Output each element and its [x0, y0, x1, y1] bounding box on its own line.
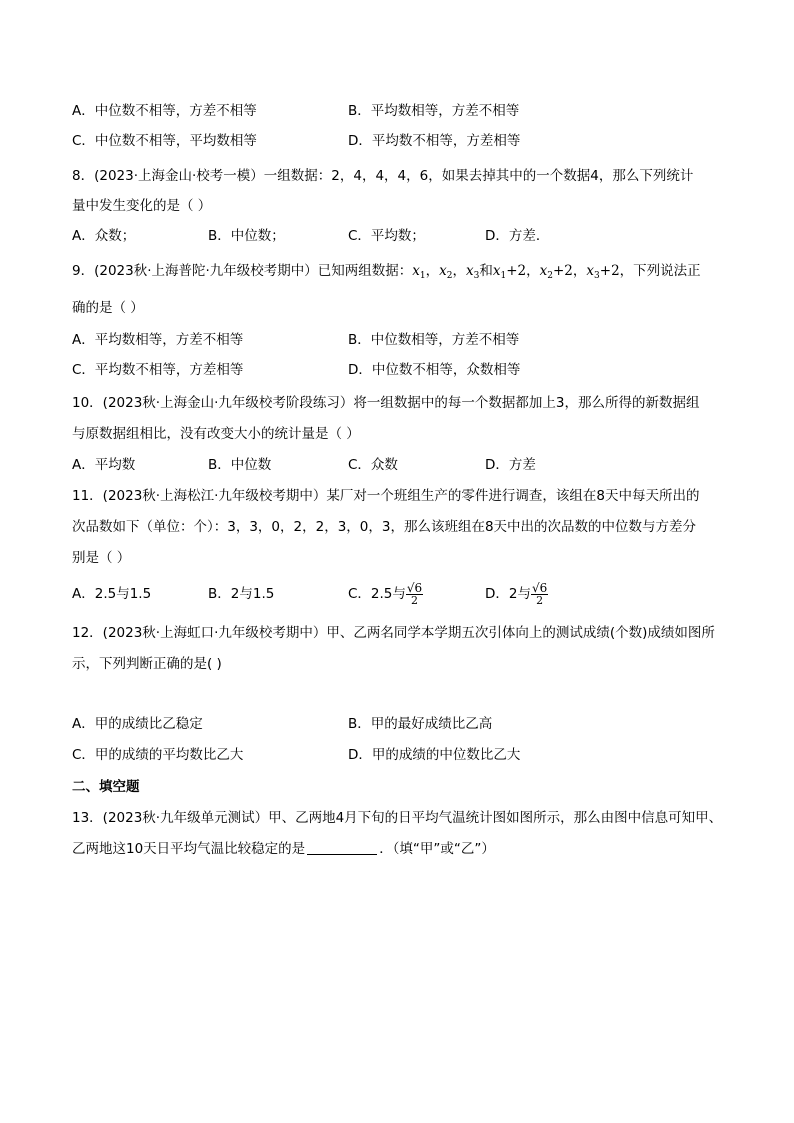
q11-option-d-fraction: $\frac{√6}{2}$ — [531, 580, 548, 607]
q9-option-b: B．中位数相等，方差不相等 — [348, 332, 520, 348]
q13-stem-line1: 13．(2023秋·九年级单元测试）甲、乙两地4月下旬的日平均气温统计图如图所示，那么由图中信息可知甲、 — [72, 810, 723, 826]
q9-option-c: C．平均数不相等，方差相等 — [72, 362, 244, 378]
q11-option-d: D．2与 $\frac{√6}{2}$ — [485, 580, 548, 607]
q13-answer-blank[interactable] — [307, 840, 377, 855]
q9-x2: $x_2$ — [439, 263, 453, 281]
q12-option-b: B．甲的最好成绩比乙高 — [348, 716, 493, 732]
q7-option-b: B．平均数相等，方差不相等 — [348, 103, 520, 119]
q12-option-c: C．甲的成绩的平均数比乙大 — [72, 747, 244, 763]
q9-x1: $x_1$ — [412, 263, 426, 281]
q9-and: 和 — [479, 263, 493, 279]
q12-option-d: D．甲的成绩的中位数比乙大 — [348, 747, 521, 763]
q7-option-a: A．中位数不相等，方差不相等 — [72, 103, 257, 119]
q9-option-d: D．中位数不相等，众数相等 — [348, 362, 521, 378]
q8-option-c: C．平均数； — [348, 228, 425, 244]
q9-x1-plus2: $x_1+2$ — [492, 263, 527, 281]
q11-stem-line2: 次品数如下（单位：个）：3，3，0，2，2，3，0，3，那么该班组在8天中出的次品数的中位数与方差分 — [72, 519, 697, 535]
q11-stem-line1: 11．(2023秋·上海松江·九年级校考期中）某厂对一个班组生产的零件进行调查，该组在8天中每天所出的 — [72, 488, 700, 504]
q9-suffix: ，下列说法正 — [619, 263, 701, 279]
q12-stem-line2: 示，下列判断正确的是( ) — [72, 656, 222, 672]
q8-option-a: A．众数； — [72, 228, 136, 244]
q11-option-a: A．2.5与1.5 — [72, 586, 152, 602]
q9-x3-plus2: $x_3+2$ — [586, 263, 620, 281]
q9-option-a: A．平均数相等，方差不相等 — [72, 332, 244, 348]
q9-x3: $x_3$ — [466, 263, 480, 281]
q11-option-b: B．2与1.5 — [208, 586, 275, 602]
q10-option-b: B．中位数 — [208, 457, 272, 473]
q9-stem-line1: 9．(2023秋·上海普陀·九年级校考期中）已知两组数据：$x_1$，$x_2$，$x_3$和$x_1+2$，$x_2+2$，$x_3+2$，下列说法正 — [72, 263, 701, 281]
q10-option-c: C．众数 — [348, 457, 398, 473]
q10-stem-line1: 10．(2023秋·上海金山·九年级校考阶段练习）将一组数据中的每一个数据都加上3，那么所得的新数据组 — [72, 395, 700, 411]
q7-option-c: C．中位数不相等，平均数相等 — [72, 133, 257, 149]
q9-stem-line2: 确的是（ ） — [72, 300, 144, 316]
q10-stem-line2: 与原数据组相比，没有改变大小的统计量是（ ） — [72, 426, 360, 442]
section-fill-in-heading: 二、填空题 — [72, 779, 140, 795]
q11-option-c: C．2.5与 $\frac{√6}{2}$ — [348, 580, 423, 607]
q7-option-d: D．平均数不相等，方差相等 — [348, 133, 521, 149]
q11-option-c-fraction: $\frac{√6}{2}$ — [406, 580, 423, 607]
q12-stem-line1: 12．(2023秋·上海虹口·九年级校考期中）甲、乙两名同学本学期五次引体向上的测试成绩(个数)成绩如图所 — [72, 625, 715, 641]
q8-option-b: B．中位数； — [208, 228, 285, 244]
q9-x2-plus2: $x_2+2$ — [539, 263, 573, 281]
q10-option-a: A．平均数 — [72, 457, 136, 473]
q13-stem-line2: 乙两地这10天日平均气温比较稳定的是 ．（填“甲”或“乙”） — [72, 841, 495, 857]
q9-prefix: 9．(2023秋·上海普陀·九年级校考期中）已知两组数据： — [72, 263, 413, 279]
q10-option-d: D．方差 — [485, 457, 536, 473]
q12-option-a: A．甲的成绩比乙稳定 — [72, 716, 203, 732]
q8-option-d: D．方差． — [485, 228, 550, 244]
q8-stem-line2: 量中发生变化的是（ ） — [72, 198, 212, 214]
q8-stem-line1: 8．(2023·上海金山·校考一模）一组数据：2，4，4，4，6，如果去掉其中的一个数据4，那么下列统计 — [72, 168, 694, 184]
q11-stem-line3: 别是（ ） — [72, 550, 131, 566]
